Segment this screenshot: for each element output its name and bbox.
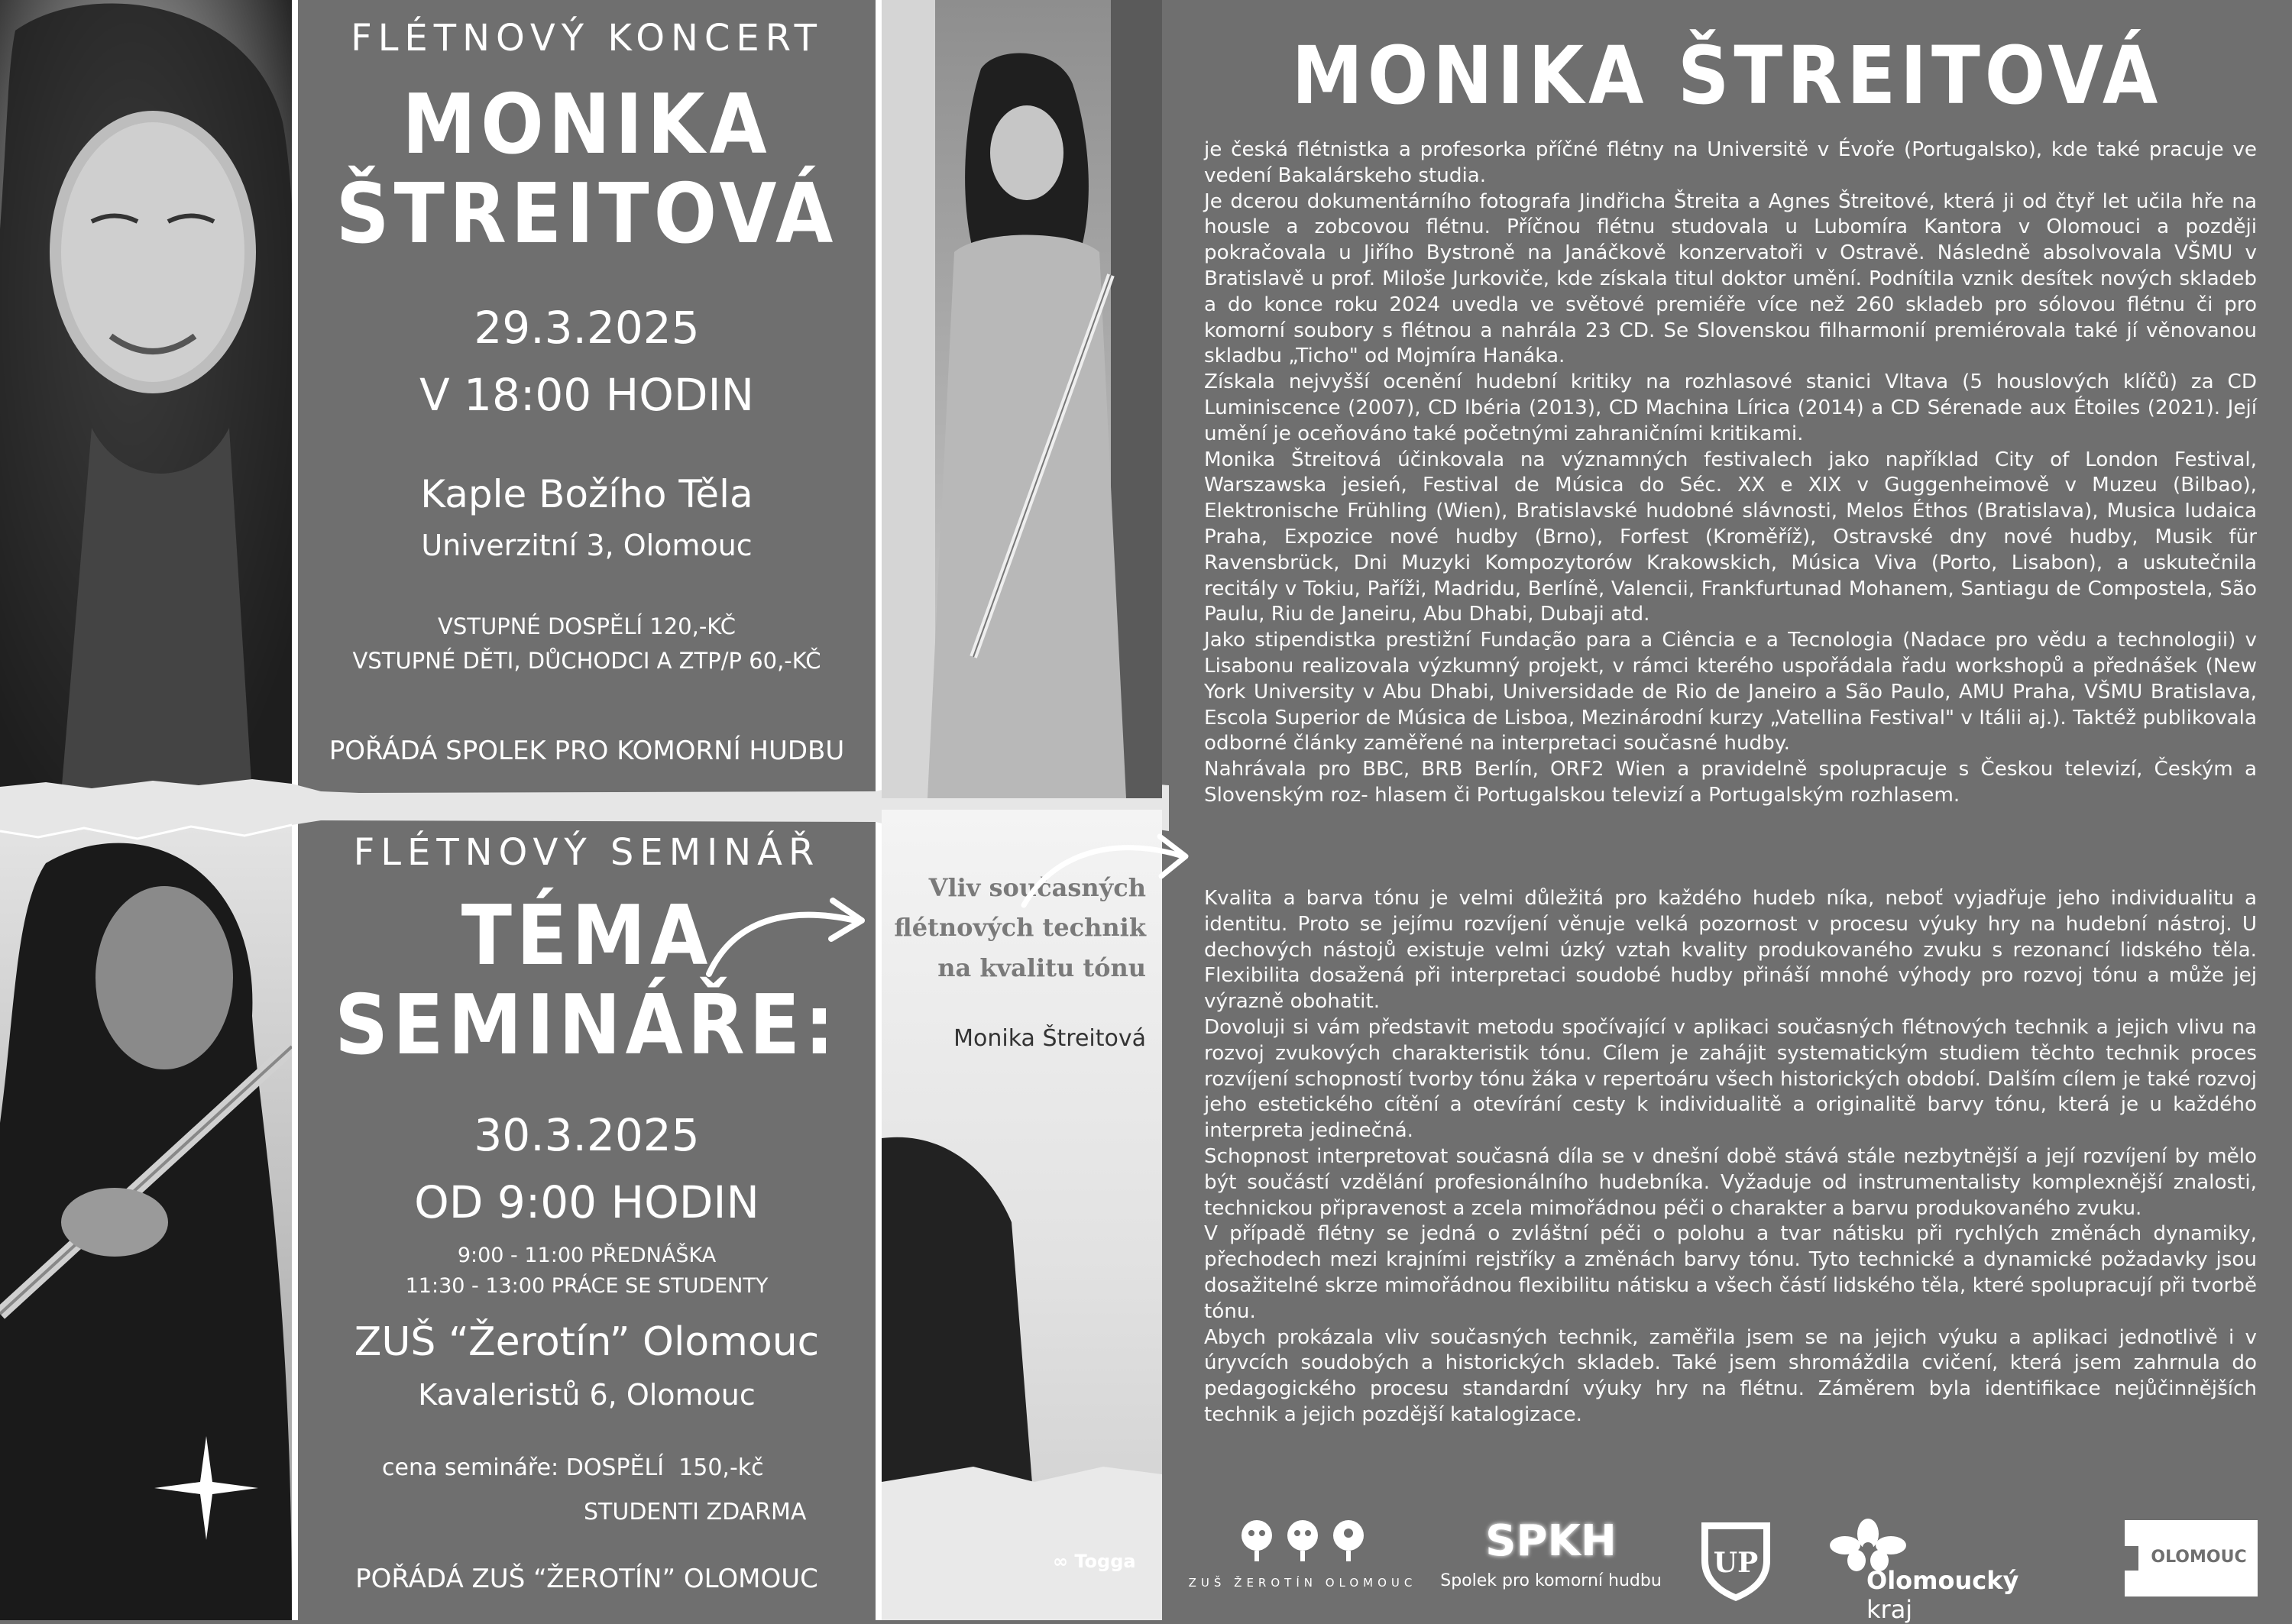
bio-paragraph: Nahrávala pro BBC, BRB Berlín, ORF2 Wien a pravidelně spolupracuje s Českou televizí, Českým a Slovenským roz- hlasem či Portugalskou televizí a Portugalským rozhlasem. <box>1204 758 2257 807</box>
seminar-schedule-1: 9:00 - 11:00 PŘEDNÁŠKA <box>457 1244 717 1267</box>
concert-name-line1: MONIKA <box>402 77 772 173</box>
concert-time: V 18:00 HODIN <box>419 369 755 421</box>
bio-paragraph: Jako stipendistka prestižní Fundação para a Ciência e a Tecnologia (Nadace pro vědu a technologii) v Lisabonu realizovala výzkumný projekt, v rámci kterého uspořádala řadu workshopů a přednášek (New York University v Abu Dhabi, Universidade de Rio de Janeiro a São Paulo, AMU Praha, VŠMU Bratislava, Escola Superior de Música de Lisboa, Mezinárodní kurzy „Vatellina Festival" v Itálii aj.). Taktéž publikovala odborné články zaměřené na interpretaci současné hudby. <box>1204 629 2257 755</box>
seminar-schedule-2: 11:30 - 13:00 PRÁCE SE STUDENTY <box>405 1274 769 1298</box>
logo-up <box>1698 1519 1774 1603</box>
seminar-venue: ZUŠ “Žerotín” Olomouc <box>354 1319 820 1365</box>
logo-olomouc <box>2097 1520 2258 1597</box>
seminar-price-block <box>382 1454 810 1481</box>
concert-name-line2: ŠTREITOVÁ <box>335 167 838 262</box>
publisher-logo <box>1053 1551 1136 1572</box>
bio-paragraph: Je dcerou dokumentárního fotografa Jindřicha Štreita a Agnes Štreitové, která ji od čtyř let učila hře na housle a zobcovou flétnu. Příčnou flétnu studovala u Lubomíra Kantora v Olomouci a později pokračovala u Jiřího Bystroně na Janáčkově konzervatoři v Ostravě. Následně absolvovala VŠMU v Bratislavě u prof. Miloše Jurkoviče, kde získala titul doktor umění. Podnítila vznik desítek nových skladeb a do konce roku 2024 uvedla ve světové premiéře více než 260 skladeb pro sólovou flétnu či pro komorní soubory s flétnou a nahrála 23 CD. Se Slovenskou filharmonií premiérovala také jí věnovanou skladbu „Ticho" od Mojmíra Hanáka. <box>1204 189 2257 368</box>
zus-owls-icon <box>1226 1516 1379 1562</box>
kraj-logo-light: kraj <box>1866 1595 1913 1624</box>
seminar-paragraph: Kvalita a barva tónu je velmi důležitá pro každého hudeb níka, neboť vyjadřuje jeho individualitu a identitu. Proto se jejímu rozvíjení věnuje velká pozornost v procesu výuky hry na hudební nástroj. U dechových nástojů existuje velmi úzký vztah kvality produkovaného zvuku s rezonancí lidského těla. Flexibilita dosažená při interpretaci soudobé hudby přináší mnohé výhody pro rozvoj tónu a může jej výrazně obohatit. <box>1204 887 2257 1014</box>
seminar-time: OD 9:00 HODIN <box>414 1176 759 1228</box>
concert-organizer: POŘÁDÁ SPOLEK PRO KOMORNÍ HUDBU <box>329 736 845 766</box>
spkh-logo-text: SPKH <box>1485 1516 1617 1566</box>
publisher-icon: ∞ <box>1053 1551 1068 1572</box>
logo-spkh <box>1436 1516 1666 1593</box>
book-title-line3: na kvalitu tónu <box>937 953 1146 982</box>
arrow-icon-seminar <box>703 890 871 982</box>
seminar-description <box>1204 886 2257 1428</box>
arrow-icon-book <box>1016 829 1192 913</box>
flower-icon <box>1814 1519 1921 1572</box>
seminar-date: 30.3.2025 <box>474 1109 700 1161</box>
seminar-price-label: cena semináře: <box>382 1454 559 1481</box>
performer-photo <box>882 0 1162 798</box>
seminar-paragraph: Schopnost interpretovat současná díla se v dnešní době stává stále nezbytnější a její rozvíjení by mělo být součástí vzdělání profesionálního hudebníka. Vyžaduje od instrumentalisty komplexnější znalosti, technickou připravenost a zcela mimořádnou péči o charakter a barvu produkovaného zvuku. <box>1204 1144 2257 1220</box>
seminar-topic-line2: SEMINÁŘE: <box>335 978 839 1073</box>
bio-paragraph: je česká flétnistka a profesorka příčné flétny na Universitě v Évoře (Portugalsko), kde také pracuje ve vedení Bakalárskeho studia. <box>1204 138 2257 187</box>
bio-paragraph: Monika Štreitová účinkovala na významných festivalech jako například City of London Festival, Warszawska jesień, Festival de Música do Séc. XX e XIX v Guggenheimově v Muzeu (Bilbao), Elektronische Frühling (Wien), Bratislavské hudobné slávnosti, Melos Éthos (Bratislava), Musica Iudaica Praha, Expozice nové hudby (Brno), Forfest (Kroměříž), Ostravské dny nové hudby, Musik für Ravensbrück, Dni Muzyki Kompozytorów Krakowskich, Música Viva (Porto, Lisabon), a uskutečnila recitály v Tokiu, Paříži, Madridu, Berlíně, Valencii, Frankfurtunad Mohanem, Santiagu de Compostela, São Paulu, Riu de Janeiru, Abu Dhabi, Dubaji atd. <box>1204 448 2257 626</box>
concert-address: Univerzitní 3, Olomouc <box>421 529 753 562</box>
concert-panel <box>298 0 876 794</box>
seminar-address: Kavaleristů 6, Olomouc <box>418 1378 756 1412</box>
concert-price-adults: VSTUPNÉ DOSPĚLÍ 120,-KČ <box>438 613 736 639</box>
seminar-organizer: POŘÁDÁ ZUŠ “ŽEROTÍN” OLOMOUC <box>355 1564 818 1594</box>
olomouc-mark-icon <box>2097 1520 2125 1597</box>
olomouc-logo-text: OLOMOUC <box>2151 1548 2247 1567</box>
bio-paragraph: Získala nejvyšší ocenění hudební kritiky na rozhlasové stanici Vltava (5 houslových klíčů) za CD Luminiscence (2007), CD Ibéria (2013), CD Machina Lírica (2014) a CD Sérenade aux Étoiles (2021). Její umění je oceňováno také početnými zahraničními kritikami. <box>1204 370 2257 445</box>
up-logo-text: UP <box>1713 1547 1759 1579</box>
spkh-logo-subtitle: Spolek pro komorní hudbu <box>1440 1571 1662 1590</box>
zus-logo-text: ZUŠ ŽEROTÍN OLOMOUC <box>1188 1576 1417 1590</box>
bio-text <box>1204 137 2257 809</box>
concert-venue: Kaple Božího Těla <box>420 472 753 516</box>
kraj-logo-text <box>1866 1566 2036 1624</box>
seminar-price-adults: DOSPĚLÍ 150,-kč <box>565 1454 764 1481</box>
concert-heading: FLÉTNOVÝ KONCERT <box>351 17 823 60</box>
logo-zus-zerotin <box>1180 1516 1425 1593</box>
concert-date: 29.3.2025 <box>474 302 700 354</box>
seminar-topic-line1: TÉMA <box>461 888 713 984</box>
olomouc-mark-notch <box>2125 1546 2138 1571</box>
seminar-paragraph: Dovoluji si vám představit metodu spočívající v aplikaci současných flétnových technik a jejich vlivu na rozvoj zvukových charakteristik tónu. Cílem je zahájit systematickým studiem těchto technik proces rozvíjení schopností tvorby tónu žáka v repertoáru všech historických období. Dalším cílem je také rozvoj jeho estetického cítění a otevírání cesty k individualitě a originalitě barvy tónu, která je u každého interpreta jedinečná. <box>1204 1015 2257 1143</box>
book-author: Monika Štreitová <box>953 1025 1146 1052</box>
portrait-photo-top <box>0 0 292 794</box>
bio-title: MONIKA ŠTREITOVÁ <box>1291 29 2163 122</box>
book-title-line1: Vliv současných <box>928 873 1146 902</box>
seminar-paragraph: V případě flétny se jedná o zvláštní péči o polohu a tvar nátisku při rychlých změnách dynamiky, přechodech mezi krajními rejstříky a změnách barvy tónu. Tyto technické a dynamické požadavky jsou dosažitelné skrze mimořádnou flexibilitu nátisku a všech částí lidského těla, které spolupracují při tvorbě tónu. <box>1204 1222 2257 1323</box>
kraj-logo-bold: Olomoucký <box>1866 1566 2019 1595</box>
portrait-photo-flute <box>0 817 292 1620</box>
book-title-line2: flétnových technik <box>894 913 1146 942</box>
concert-price-children: VSTUPNÉ DĚTI, DŮCHODCI A ZTP/P 60,-KČ <box>352 648 821 674</box>
seminar-paragraph: Abych prokázala vliv současných technik, zaměřila jsem se na jejich výuku a aplikaci jednotlivě i v úryvcích soudobých a historických skladeb. Také jsem shromáždila cvičení, která jsem zahrnula do pedagogického procesu standardní výuky hry na flétnu. Záměrem byla identifikace nejůčinnějších technik a jejich pozdější katalogizace. <box>1204 1325 2257 1426</box>
seminar-heading: FLÉTNOVÝ SEMINÁŘ <box>353 831 821 874</box>
logo-olomoucky-kraj <box>1814 1519 2036 1624</box>
seminar-price-students: STUDENTI ZDARMA <box>584 1499 807 1525</box>
publisher-name: Togga <box>1074 1551 1136 1572</box>
up-shield-icon <box>1698 1519 1774 1603</box>
